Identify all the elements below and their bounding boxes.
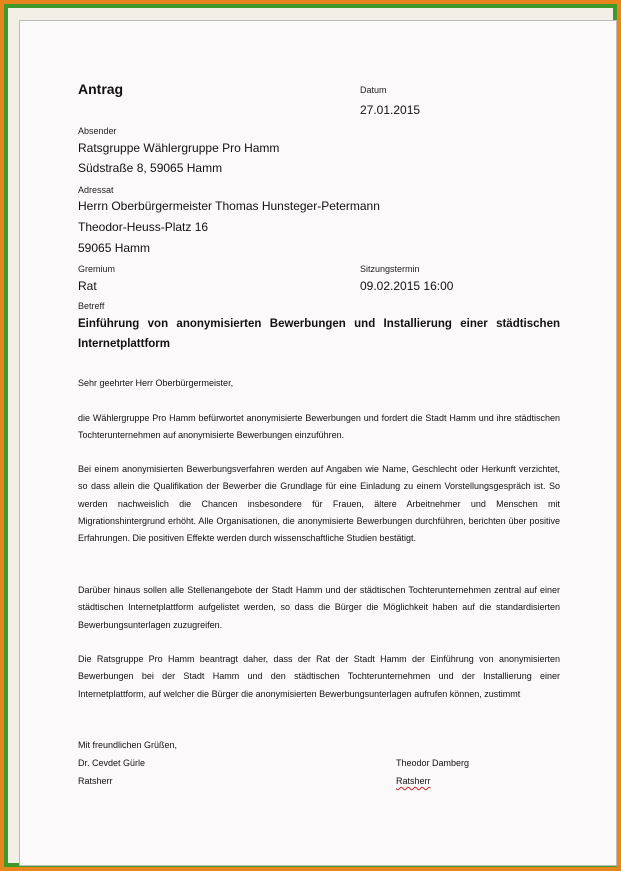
body-paragraph: Darüber hinaus sollen alle Stellenangebote der Stadt Hamm und der städtischen Tochterunternehmen zentral auf einer städtischen Internetplattform aufgelistet werden, so dass die Bürger die Möglichkeit haben auf die standardisierten Bewerbungsunterlagen zuzugreifen. [78, 585, 560, 630]
signer-role: Ratsherr [396, 776, 431, 786]
subject-text: Einführung von anonymisierten Bewerbungen und Installierung einer städtischen Internetplattform [78, 318, 560, 350]
signer-role: Ratsherr [78, 776, 113, 786]
addressee-line: Theodor-Heuss-Platz 16 [78, 220, 209, 234]
sender-line: Südstraße 8, 59065 Hamm [78, 161, 223, 175]
addressee-label: Adressat [78, 185, 114, 195]
document-title: Antrag [78, 81, 124, 97]
sender-line: Ratsgruppe Wählergruppe Pro Hamm [78, 141, 280, 155]
meeting-value: 09.02.2015 16:00 [360, 279, 454, 293]
closing: Mit freundlichen Grüßen, [78, 740, 178, 750]
salutation: Sehr geehrter Herr Oberbürgermeister, [78, 378, 234, 388]
addressee-line: 59065 Hamm [78, 241, 151, 255]
addressee-line: Herrn Oberbürgermeister Thomas Hunsteger-Petermann [78, 199, 380, 213]
document-page [19, 20, 617, 866]
date-value: 27.01.2015 [360, 103, 421, 117]
body-paragraph: Bei einem anonymisierten Bewerbungsverfahren werden auf Angaben wie Name, Geschlecht oder Herkunft verzichtet, so dass allein die Qualifikation der Bewerber die Grundlage für eine Einladung zu einem Vorstellungsgespräch ist. So werden nachweislich die Chancen insbesondere für Frauen, ältere Arbeitnehmer und Menschen mit Migrationshintergrund erhöht. Alle Organisationen, die anonymisierte Bewerbungen durchführen, berichten über positive Erfahrungen. Die positiven Effekte werden durch wissenschaftliche Studien bestätigt. [78, 464, 560, 544]
committee-value: Rat [78, 279, 97, 293]
date-label: Datum [360, 85, 387, 95]
subject-label: Betreff [78, 301, 105, 311]
meeting-label: Sitzungstermin [360, 264, 420, 274]
body-paragraph: Die Ratsgruppe Pro Hamm beantragt daher, dass der Rat der Stadt Hamm der Einführung von anonymisierten Bewerbungen bei der Stadt Hamm und den städtischen Tochterunternehmen und der Installierung einer Internetplattform, auf welcher die Bürger die anonymisierten Bewerbungsunterlagen aufrufen können, zustimmt [78, 654, 560, 699]
sender-label: Absender [78, 126, 117, 136]
inner-frame [4, 4, 617, 867]
body-paragraph: die Wählergruppe Pro Hamm befürwortet anonymisierte Bewerbungen und fordert die Stadt Hamm und ihre städtischen Tochterunternehmen auf anonymisierte Bewerbungen einzuführen. [78, 413, 560, 441]
committee-label: Gremium [78, 264, 116, 274]
signer-name: Dr. Cevdet Gürle [78, 758, 146, 768]
signer-name: Theodor Damberg [396, 758, 470, 768]
